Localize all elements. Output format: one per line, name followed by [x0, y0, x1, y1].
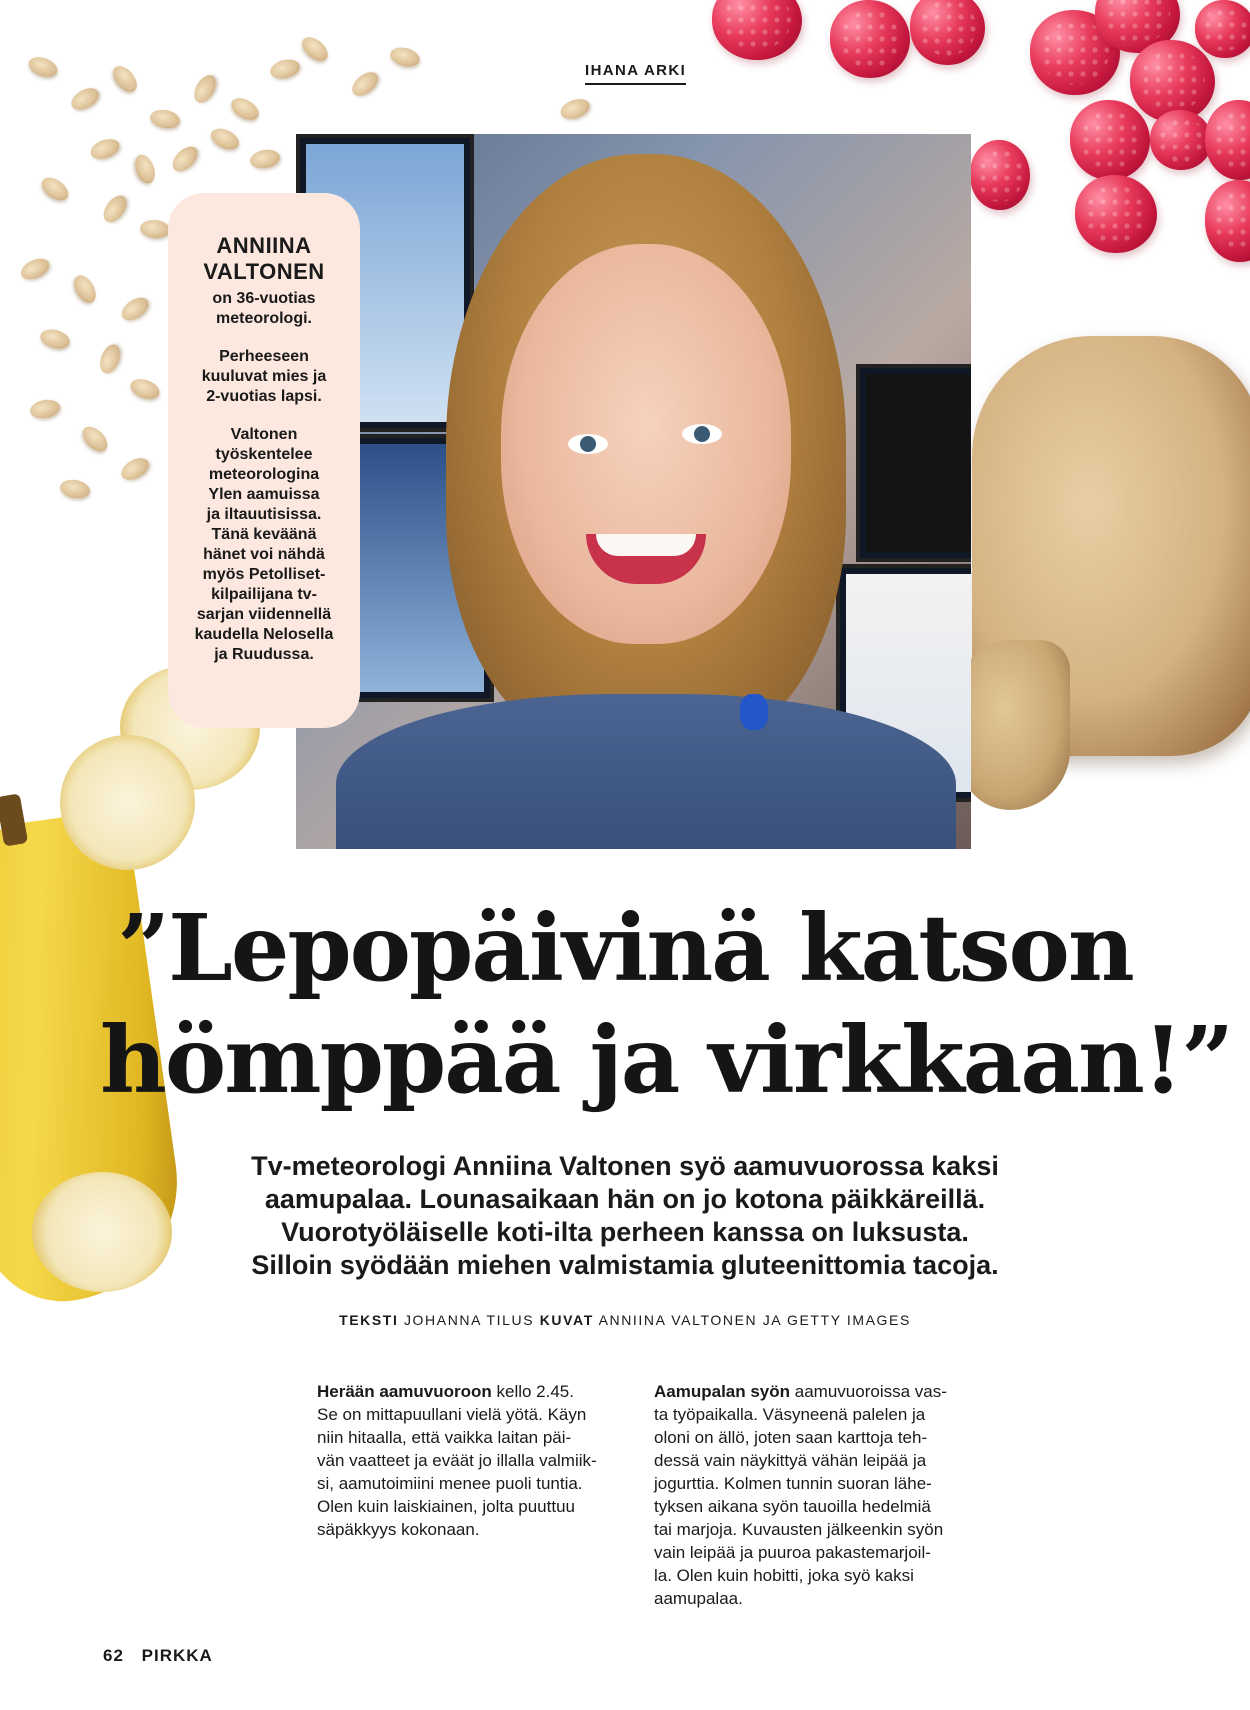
- body-line: vain leipää ja puuroa pakastemarjoil-: [654, 1543, 931, 1562]
- credit-photo-author: ANNIINA VALTONEN JA GETTY IMAGES: [598, 1312, 911, 1328]
- portrait-photo: [296, 134, 971, 849]
- credit-text-label: TEKSTI: [339, 1312, 399, 1328]
- banana-stem-decoration: [0, 793, 28, 846]
- body-column-1: [317, 1380, 617, 1541]
- body-line: jogurttia. Kolmen tunnin suoran lähe-: [654, 1474, 932, 1493]
- body-line: ta työpaikalla. Väsyneenä palelen ja: [654, 1405, 926, 1424]
- bio-name: ANNIINA VALTONEN: [203, 233, 325, 284]
- bio-paragraph-age: on 36-vuotias meteorologi.: [212, 290, 316, 327]
- microphone-icon: [740, 694, 768, 730]
- bio-paragraph-career: Valtonen työskentelee meteorologina Ylen aamuissa ja iltauutisissa. Tänä keväänä hänet voi nähdä myös Petolliset- kilpailijana tv- sarjan viidennellä kaudella Nelosella ja Ruudussa.: [194, 426, 334, 663]
- body-line: aamuvuoroissa vas-: [790, 1382, 947, 1401]
- lead-paragraph: [150, 1150, 1100, 1282]
- bio-paragraph-family: Perheeseen kuuluvat mies ja 2-vuotias lapsi.: [201, 348, 327, 405]
- body-line: dessä vain näykittyä vähän leipää ja: [654, 1451, 927, 1470]
- body-line: niin hitaalla, että vaikka laitan päi-: [317, 1428, 572, 1447]
- body-line: tai marjoja. Kuvausten jälkeenkin syön: [654, 1520, 944, 1539]
- body-line: tyksen aikana syön tauoilla hedelmiä: [654, 1497, 931, 1516]
- lead-line: Vuorotyöläiselle koti-ilta perheen kanssa on luksusta.: [281, 1217, 969, 1247]
- body-line: Olen kuin laiskiainen, jolta puuttuu: [317, 1497, 575, 1516]
- lead-line: Silloin syödään miehen valmistamia gluteenittomia tacoja.: [251, 1250, 999, 1280]
- page-folio: [103, 1646, 213, 1666]
- lead-line: aamupalaa. Lounasaikaan hän on jo kotona päikkäreillä.: [264, 1184, 986, 1214]
- bread-slice-small-decoration: [960, 640, 1070, 810]
- banana-slice: [60, 735, 195, 870]
- lead-in: Aamupalan syön: [654, 1382, 791, 1401]
- credit-photo-label: KUVAT: [539, 1312, 594, 1328]
- body-line: vän vaatteet ja eväät jo illalla valmiik-: [317, 1451, 597, 1470]
- section-label: IHANA ARKI: [585, 62, 686, 85]
- body-line: kello 2.45.: [491, 1382, 574, 1401]
- lead-line: Tv-meteorologi Anniina Valtonen syö aamuvuorossa kaksi: [251, 1151, 999, 1181]
- headline-line: hömppää ja virkkaan!”: [100, 1006, 1233, 1114]
- body-line: la. Olen kuin hobitti, joka syö kaksi: [654, 1566, 914, 1585]
- credits: [150, 1312, 1100, 1328]
- headline: [100, 892, 1233, 1116]
- body-column-2: [654, 1380, 954, 1610]
- credit-text-author: JOHANNA TILUS: [403, 1312, 535, 1328]
- body-line: aamupalaa.: [654, 1589, 743, 1608]
- body-line: oloni on ällö, joten saan karttoja teh-: [654, 1428, 928, 1447]
- bio-box: [168, 193, 360, 728]
- lead-in: Herään aamuvuoroon: [317, 1382, 492, 1401]
- page-number: 62: [103, 1646, 124, 1665]
- body-line: säpäkkyys kokonaan.: [317, 1520, 480, 1539]
- body-line: si, aamutoimiini menee puoli tuntia.: [317, 1474, 583, 1493]
- headline-line: ”Lepopäivinä katson: [117, 894, 1133, 1002]
- body-line: Se on mittapuullani vielä yötä. Käyn: [317, 1405, 587, 1424]
- magazine-name: PIRKKA: [141, 1646, 213, 1665]
